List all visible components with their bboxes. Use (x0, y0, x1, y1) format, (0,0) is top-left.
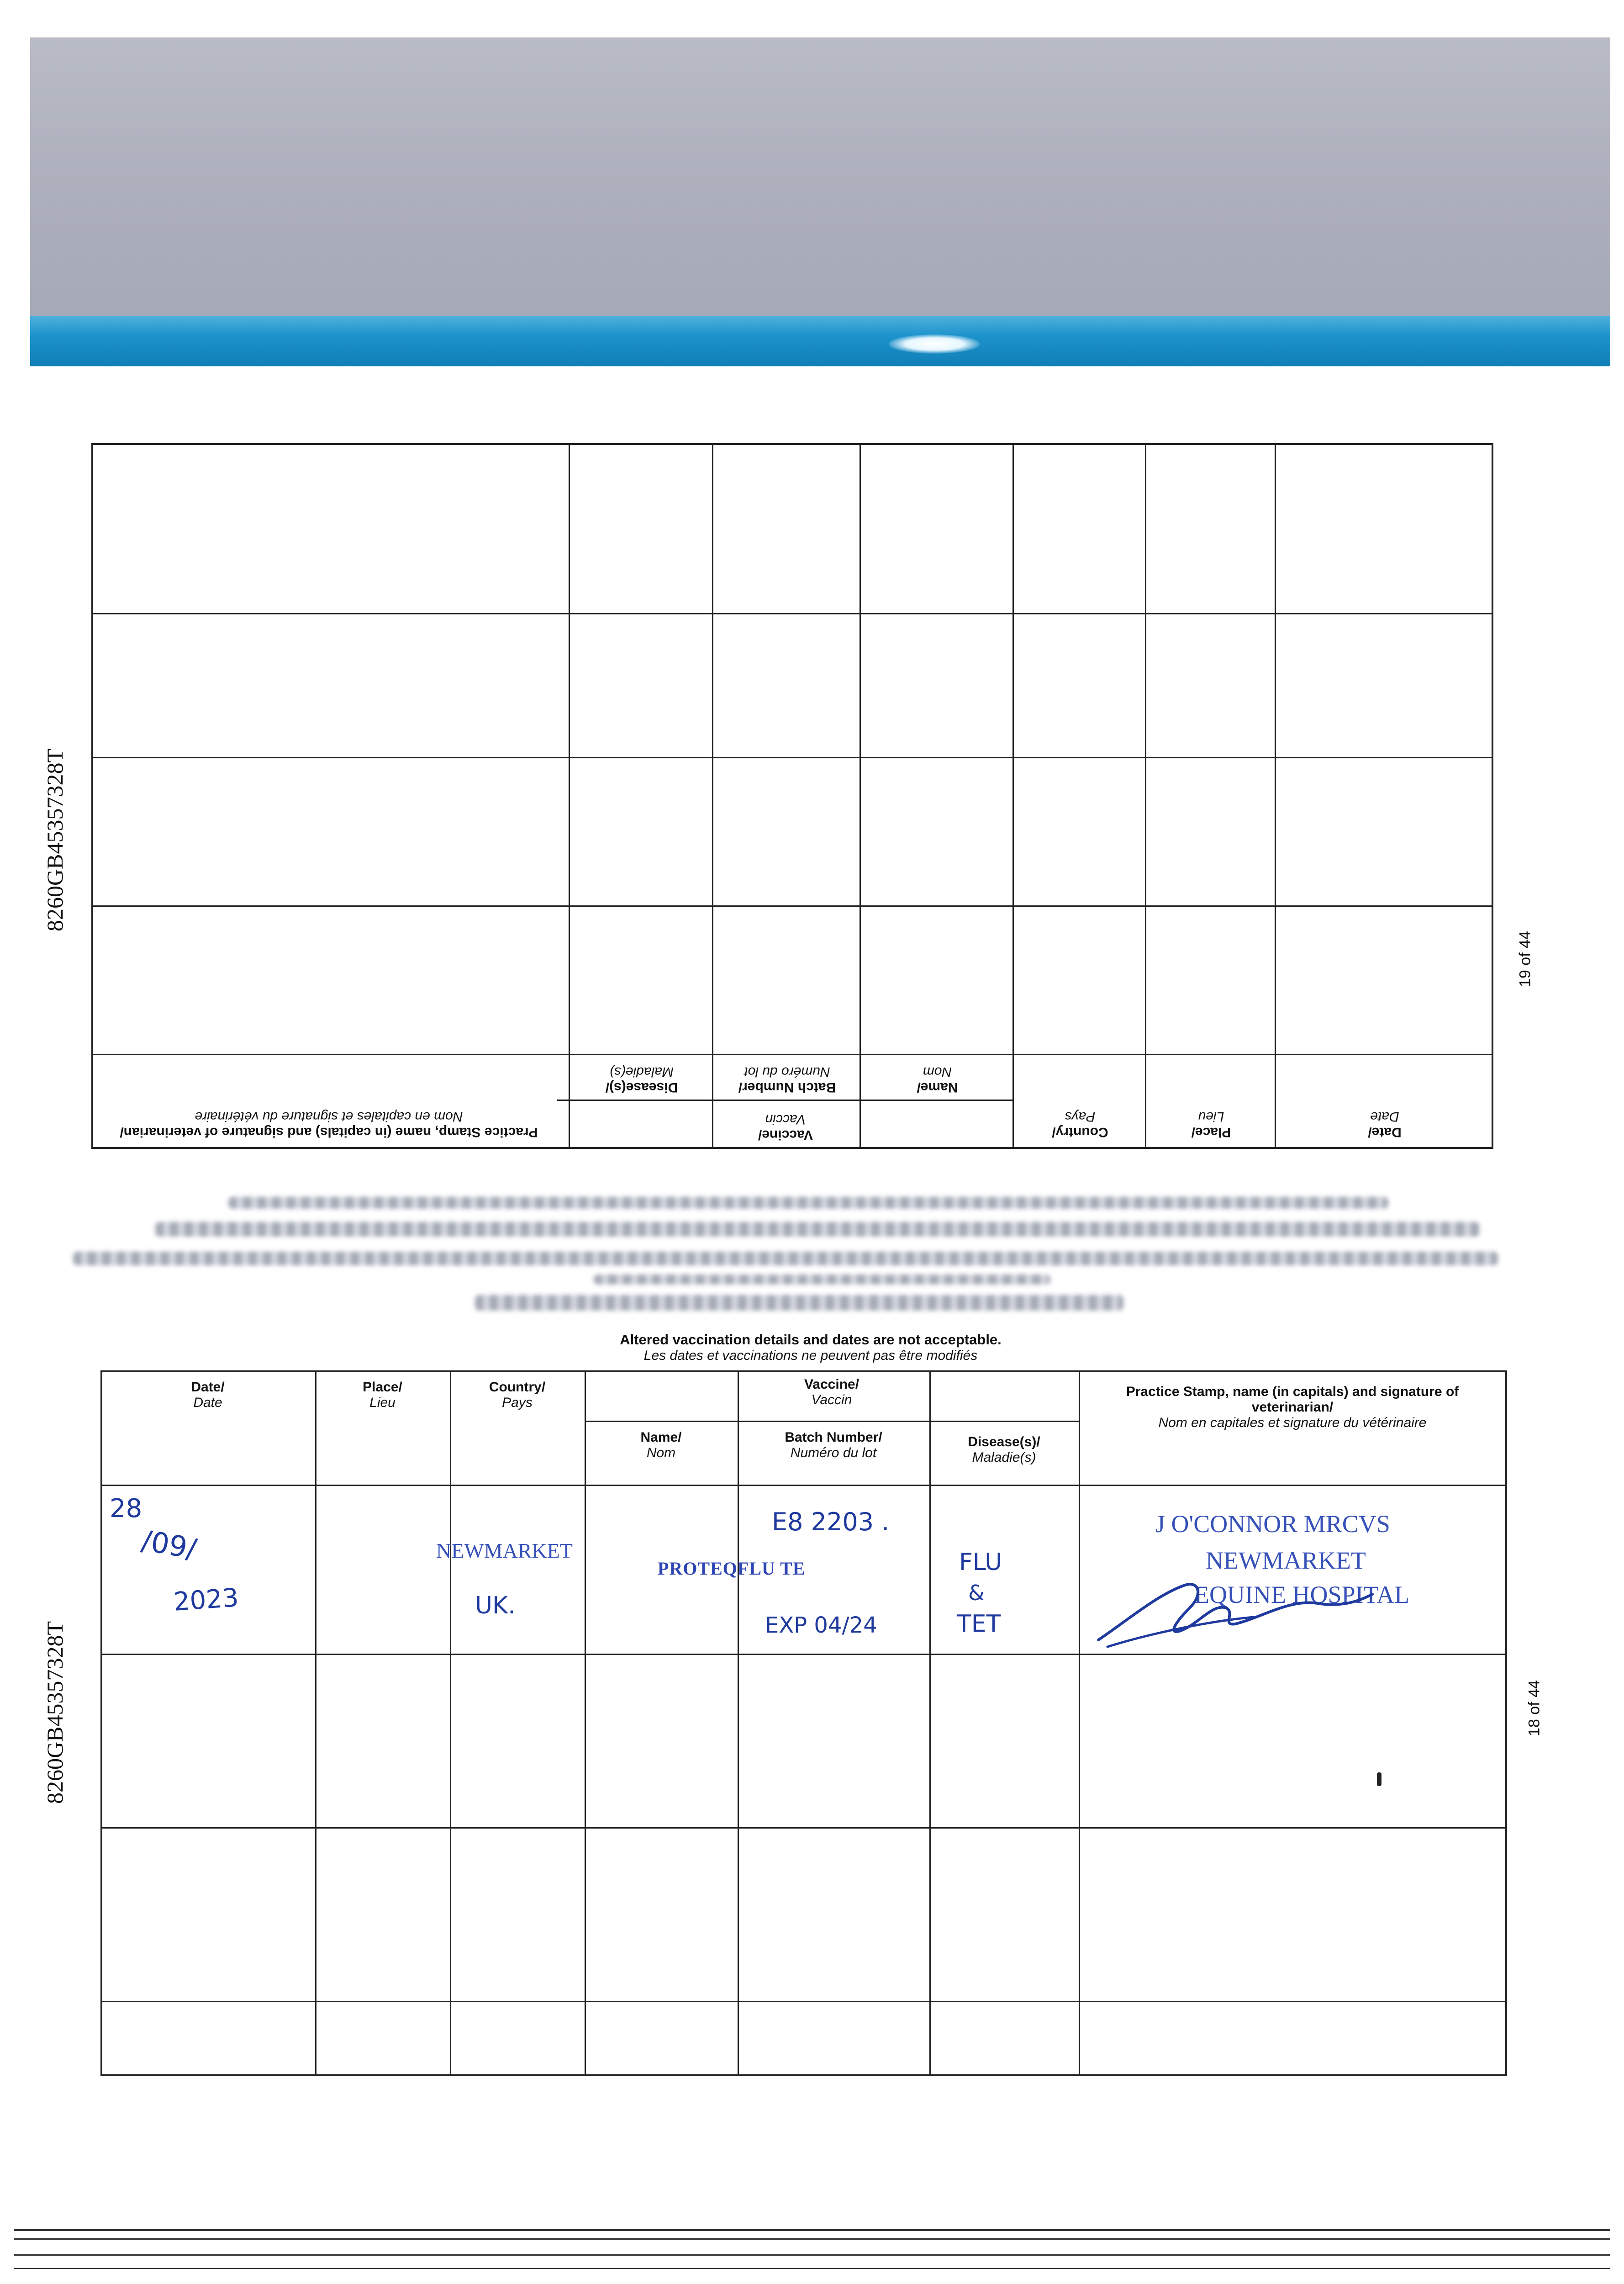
col-line (585, 1370, 586, 2076)
col-line (1145, 443, 1146, 1149)
lower-table-border (100, 1370, 1507, 2076)
entry-disease-tet: TET (957, 1610, 1001, 1638)
lower-header-vaccine: Vaccine/ Vaccin (804, 1377, 859, 1407)
side-code-lower: 8260GB45357328T (42, 1621, 68, 1804)
vet-signature (1089, 1567, 1381, 1654)
vet-stamp-line-2: NEWMARKET (1206, 1547, 1366, 1574)
page-number-upper: 19 of 44 (1516, 931, 1534, 987)
notice-french: Les dates et vaccinations ne peuvent pas être modifiés (643, 1348, 978, 1363)
upper-table-border (91, 443, 1493, 1149)
row-line (91, 905, 1493, 907)
light-glare (889, 334, 980, 354)
vaccine-subheader-line (557, 1100, 1014, 1101)
col-line (315, 1370, 316, 2076)
ink-mark (1377, 1772, 1381, 1786)
vet-stamp-line-3: EQUINE HOSPITAL (1194, 1581, 1410, 1608)
col-line (859, 443, 861, 1149)
entry-disease-flu: FLU (959, 1549, 1002, 1576)
blue-surface-strip (30, 316, 1610, 366)
vaccine-subheader-line (585, 1421, 1079, 1422)
col-line (1012, 443, 1014, 1149)
bottom-rule (14, 2268, 1610, 2269)
lower-header-name: Name/ Nom (640, 1430, 682, 1460)
entry-date-year: 2023 (172, 1583, 240, 1617)
upper-vaccination-table (91, 443, 1493, 1149)
bottom-rule (14, 2229, 1610, 2231)
row-line (100, 1654, 1507, 1655)
col-line (569, 443, 570, 1149)
upper-header-place: Place/ Lieu (1191, 1109, 1231, 1140)
col-line (738, 1370, 739, 2076)
upper-header-batch: Batch Number/ Numéro du lot (738, 1064, 836, 1095)
col-line (712, 443, 713, 1149)
upper-header-date: Date/ Date (1368, 1109, 1402, 1140)
bottom-rule (14, 2238, 1610, 2240)
upper-header-name: Name/ Nom (917, 1064, 958, 1095)
upper-header-vaccine: Vaccine/ Vaccin (758, 1112, 813, 1142)
vet-stamp-line-1: J O'CONNOR MRCVS (1155, 1510, 1390, 1538)
lower-vaccination-table (100, 1370, 1507, 2076)
row-line (91, 613, 1493, 614)
entry-batch: E8 2203 . (772, 1507, 890, 1536)
entry-date-month: /09/ (139, 1523, 200, 1566)
photo-background (30, 37, 1610, 366)
side-code-upper: 8260GB45357328T (42, 749, 68, 931)
entry-expiry: EXP 04/24 (765, 1613, 877, 1638)
blurred-fold-band (18, 1179, 1525, 1329)
col-line (450, 1370, 451, 2076)
row-line (91, 1054, 1493, 1055)
entry-country: UK. (475, 1592, 516, 1619)
upper-header-country: Country/ Pays (1052, 1109, 1108, 1140)
row-line (100, 1827, 1507, 1829)
lower-header-batch: Batch Number/ Numéro du lot (785, 1430, 882, 1460)
col-line (929, 1370, 931, 2076)
upper-header-stamp: Practice Stamp, name (in capitals) and signature of veterinarian/ Nom en capitales et signature du vétérinaire (120, 1109, 538, 1140)
bottom-rule (14, 2254, 1610, 2256)
col-line (1079, 1370, 1080, 2076)
lower-header-stamp: Practice Stamp, name (in capitals) and signature of veterinarian/ Nom en capitales et signature du vétérinaire (1126, 1384, 1459, 1430)
lower-header-date: Date/ Date (191, 1380, 225, 1410)
alteration-notice (457, 1332, 1165, 1364)
row-line (100, 1485, 1507, 1486)
page-number-lower: 18 of 44 (1525, 1680, 1543, 1736)
lower-header-disease: Disease(s)/ Maladie(s) (968, 1434, 1040, 1465)
entry-place: NEWMARKET (436, 1539, 573, 1562)
upper-header-disease: Disease(s)/ Maladie(s) (605, 1064, 678, 1095)
row-line (91, 757, 1493, 758)
lower-header-place: Place/ Lieu (363, 1380, 402, 1410)
col-line (1275, 443, 1276, 1149)
entry-date-day: 28 (110, 1494, 142, 1523)
notice-english: Altered vaccination details and dates are not acceptable. (620, 1332, 1002, 1348)
lower-header-country: Country/ Pays (489, 1380, 546, 1410)
entry-disease-and: & (968, 1581, 985, 1605)
entry-vaccine-name: PROTEQFLU TE (658, 1558, 806, 1579)
row-line (100, 2001, 1507, 2002)
